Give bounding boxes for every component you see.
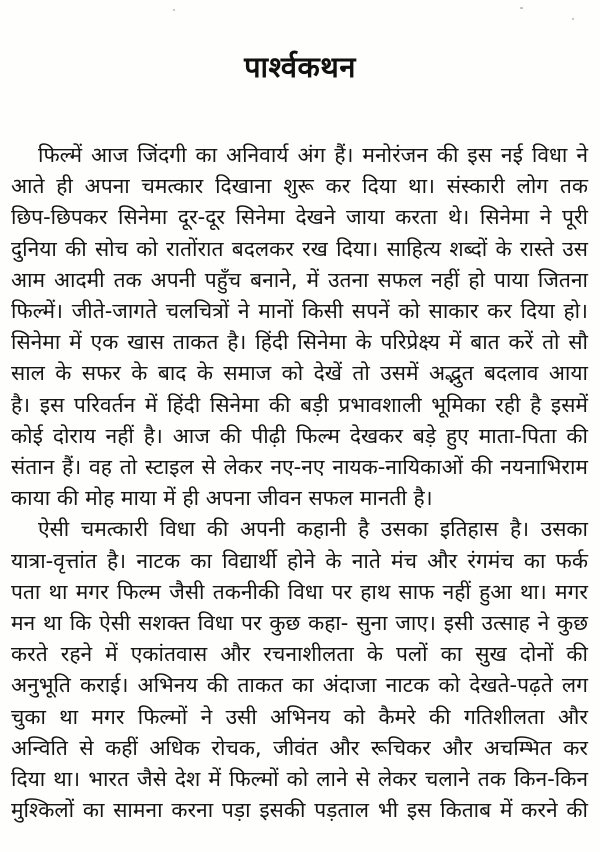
text-line: दुनिया की सोच को रातोंरात बदलकर रख दिया। साहित्य शब्दों के रास्ते उस: [11, 236, 588, 261]
text-line: है। इस परिवर्तन में हिंदी सिनेमा की बड़ी प्रभावशाली भूमिका रही है इसमें: [11, 392, 588, 417]
text-line: पता था मगर फिल्म जैसी तकनीकी विधा पर हाथ साफ नहीं हुआ था। मगर: [11, 579, 588, 604]
text-line: छिप-छिपकर सिनेमा दूर-दूर सिनेमा देखने जाया करता थे। सिनेमा ने पूरी: [11, 205, 588, 230]
text-line: अनुभूति कराई। अभिनय की ताकत का अंदाजा नाटक को देखते-पढ़ते लग: [11, 673, 588, 698]
text-line: आम आदमी तक अपनी पहुँच बनाने, में उतना सफल नहीं हो पाया जितना: [11, 267, 588, 292]
text-line: आते ही अपना चमत्कार दिखाना शुरू कर दिया था। संस्कारी लोग तक: [11, 174, 588, 199]
text-line: संतान हैं। वह तो स्टाइल से लेकर नए-नए नायक-नायिकाओं की नयनाभिराम: [11, 455, 588, 480]
paragraph-2: [11, 514, 588, 826]
page-title: पार्श्वकथन: [244, 50, 356, 84]
text-line: यात्रा-वृत्तांत है। नाटक का विद्यार्थी होने के नाते मंच और रंगमंच का फर्क: [11, 548, 588, 573]
text-line: सिनेमा में एक खास ताकत है। हिंदी सिनेमा के परिप्रेक्ष्य में बात करें तो सौ: [11, 330, 588, 355]
paragraph-1: [11, 140, 588, 514]
text-line: अन्विति से कहीं अधिक रोचक, जीवंत और रूचिकर और अचम्भित कर: [11, 735, 588, 760]
text-line: मुश्किलों का सामना करना पड़ा इसकी पड़ताल भी इस किताब में करने की: [11, 798, 588, 823]
text-line: काया की मोह माया में ही अपना जीवन सफल मानती है।: [11, 486, 433, 511]
text-line: दिया था। भारत जैसे देश में फिल्मों को लाने से लेकर चलाने तक किन-किन: [11, 767, 588, 792]
text-line: ऐसी चमत्कारी विधा की अपनी कहानी है उसका इतिहास है। उसका: [38, 517, 588, 542]
text-line: फिल्में। जीते-जागते चलचित्रों ने मानों किसी सपनें को साकार कर दिया हो।: [11, 299, 588, 324]
text-line: साल के सफर के बाद के समाज को देखें तो उसमें अद्भुत बदलाव आया: [11, 361, 588, 386]
text-line: चुका था मगर फिल्मों ने उसी अभिनय को कैमरे की गतिशीलता और: [11, 704, 588, 729]
page-body: [0, 140, 600, 826]
scan-speck: [520, 7, 523, 9]
text-line: करते रहने में एकांतवास और रचनाशीलता के पलों का सुख दोनों की: [11, 642, 588, 667]
text-line: कोई दोराय नहीं है। आज की पीढ़ी फिल्म देखकर बड़े हुए माता-पिता की: [11, 423, 588, 448]
scan-speck: [572, 18, 574, 20]
scan-speck: [173, 9, 175, 11]
text-line: मन था कि ऐसी सशक्त विधा पर कुछ कहा- सुना जाए। इसी उत्साह ने कुछ: [11, 611, 588, 636]
text-line: फिल्में आज जिंदगी का अनिवार्य अंग हैं। मनोरंजन की इस नई विधा ने: [38, 143, 588, 167]
